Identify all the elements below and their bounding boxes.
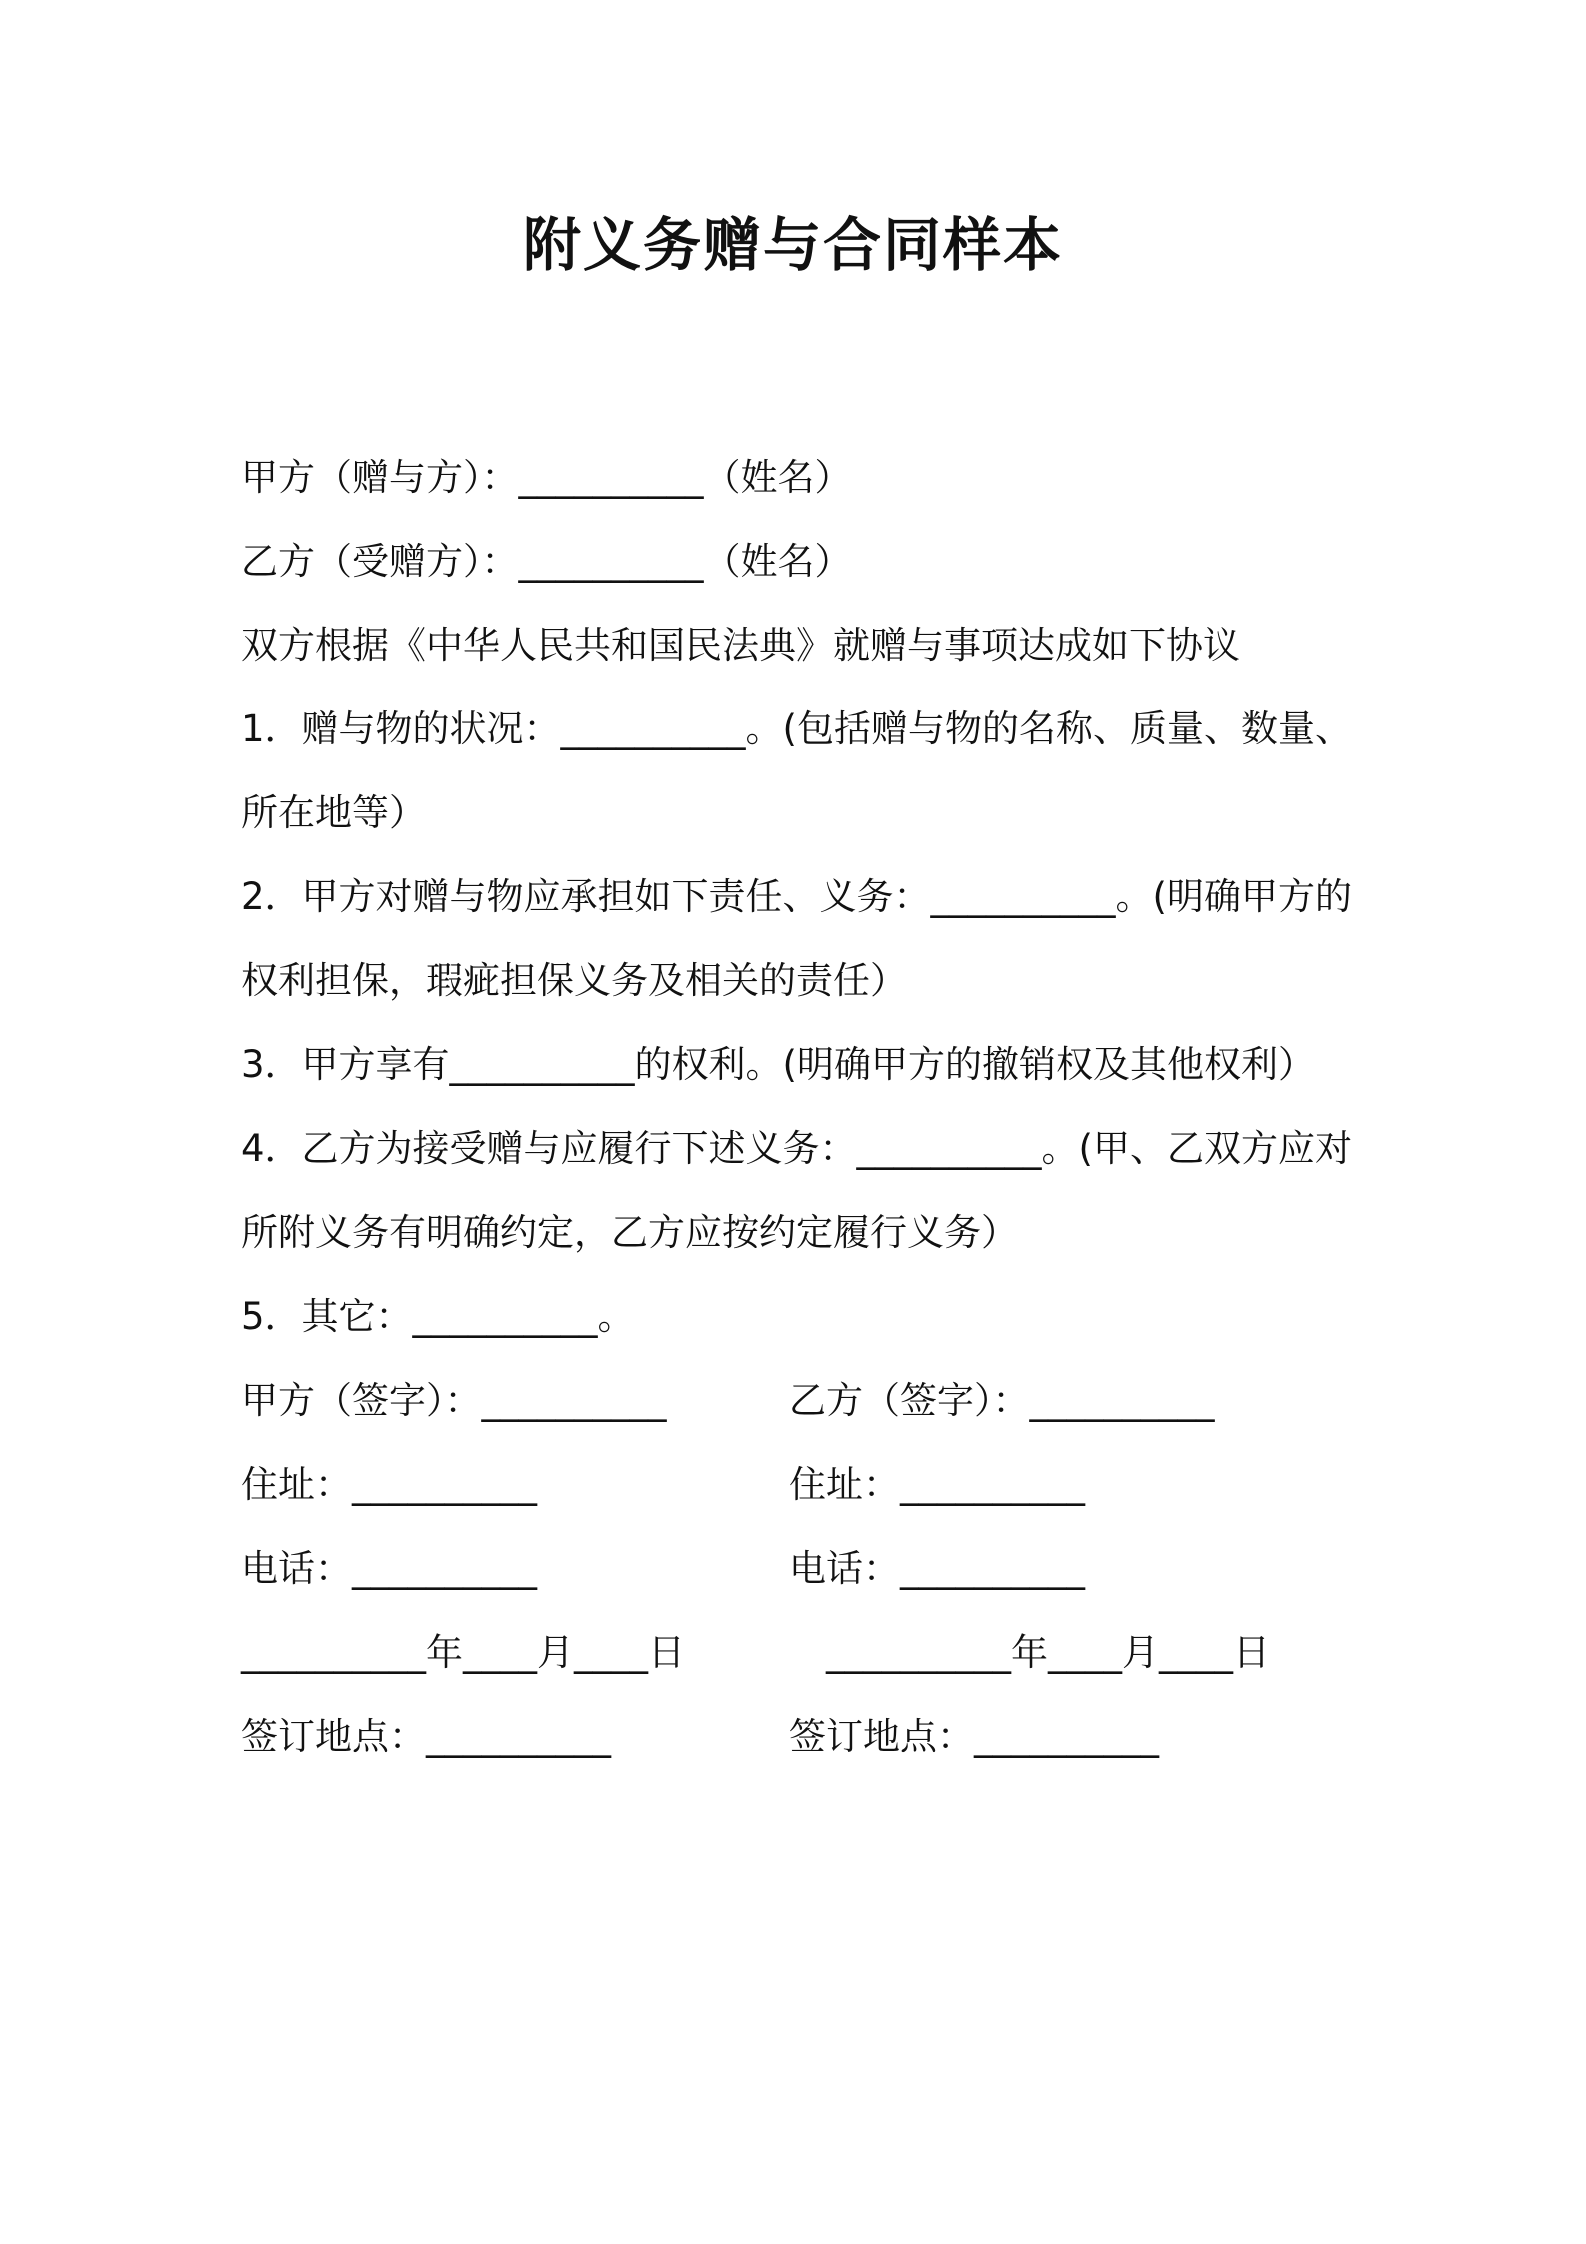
document-title: 附义务赠与合同样本 — [522, 211, 1063, 279]
party-a-address-line: 住址：__________ — [241, 1463, 537, 1506]
preamble-line: 双方根据《中华人民共和国民法典》就赠与事项达成如下协议 — [241, 624, 1240, 667]
party-b-date-line: __________年____月____日 — [826, 1631, 1270, 1674]
clause-2-line-2: 权利担保，瑕疵担保义务及相关的责任） — [241, 959, 907, 1002]
clause-2-line-1: 2．甲方对赠与物应承担如下责任、义务：__________。(明确甲方的 — [241, 875, 1352, 918]
party-a-signature-line: 甲方（签字）：__________ — [241, 1379, 667, 1422]
party-a-line: 甲方（赠与方）：__________（姓名） — [241, 456, 852, 499]
clause-3-line-1: 3．甲方享有__________的权利。(明确甲方的撤销权及其他权利） — [241, 1043, 1315, 1086]
clause-1-line-2: 所在地等） — [241, 791, 426, 834]
party-b-signing-place-line: 签订地点：__________ — [789, 1715, 1159, 1758]
party-a-date-line: __________年____月____日 — [241, 1631, 685, 1674]
clause-1-line-1: 1．赠与物的状况：__________。(包括赠与物的名称、质量、数量、 — [241, 707, 1352, 750]
party-b-address-line: 住址：__________ — [789, 1463, 1085, 1506]
clause-5-line-1: 5．其它：__________。 — [241, 1295, 635, 1338]
party-b-signature-line: 乙方（签字）：__________ — [789, 1379, 1215, 1422]
party-a-phone-line: 电话：__________ — [241, 1547, 537, 1590]
party-b-phone-line: 电话：__________ — [789, 1547, 1085, 1590]
party-a-signing-place-line: 签订地点：__________ — [241, 1715, 611, 1758]
clause-4-line-1: 4．乙方为接受赠与应履行下述义务：__________。(甲、乙双方应对 — [241, 1127, 1352, 1170]
clause-4-line-2: 所附义务有明确约定，乙方应按约定履行义务） — [241, 1211, 1018, 1254]
party-b-line: 乙方（受赠方）：__________（姓名） — [241, 540, 852, 583]
